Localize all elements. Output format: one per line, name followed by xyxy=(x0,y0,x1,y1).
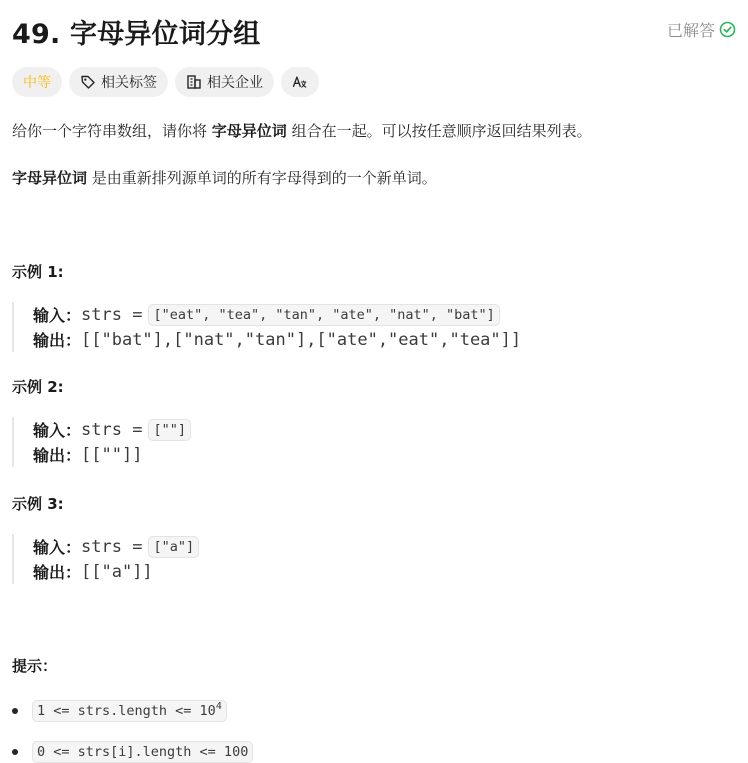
solved-status xyxy=(667,18,736,41)
output-label: 输出： xyxy=(33,446,82,465)
constraint-item xyxy=(12,700,227,722)
solved-label: 已解答 xyxy=(666,21,715,40)
page-title: 49. 字母异位词分组 xyxy=(12,19,261,50)
desc1-pre: 给你一个字符串数组，请你将 xyxy=(12,122,212,140)
example-3-input xyxy=(33,534,199,559)
output-value: [["a"]] xyxy=(81,561,153,582)
output-value: [[""]] xyxy=(81,444,143,465)
example-3-output xyxy=(33,559,199,584)
output-value: [["bat"],["nat","tan"],["ate","eat","tea"]] xyxy=(81,329,522,350)
difficulty-badge xyxy=(12,67,62,97)
desc1-post: 组合在一起。可以按任意顺序返回结果列表。 xyxy=(286,122,592,140)
constraint-item xyxy=(12,741,253,763)
example-2-input xyxy=(33,417,191,442)
example-1-heading: 示例 1: xyxy=(12,263,64,281)
bullet-dot xyxy=(12,749,18,755)
translate-icon xyxy=(292,74,308,90)
input-value: ["eat", "tea", "tan", "ate", "nat", "bat"] xyxy=(148,304,499,326)
desc1-bold: 字母异位词 xyxy=(211,122,287,140)
constraints-heading: 提示： xyxy=(12,657,58,675)
desc2-post: 是由重新排列源单词的所有字母得到的一个新单词。 xyxy=(87,169,437,187)
related-tags-label: 相关标签 xyxy=(101,75,157,91)
difficulty-label: 中等 xyxy=(23,75,51,91)
building-icon xyxy=(186,74,202,90)
input-var: strs = xyxy=(81,419,143,440)
description-paragraph-1 xyxy=(12,120,592,141)
input-value: [""] xyxy=(148,419,191,441)
example-3-block xyxy=(12,534,199,584)
tag-bar xyxy=(12,67,319,97)
constraint-code xyxy=(32,700,227,722)
input-label: 输入： xyxy=(33,421,82,440)
example-2-output xyxy=(33,442,191,467)
check-circle-icon xyxy=(719,21,736,38)
input-var: strs = xyxy=(81,536,143,557)
example-2-block xyxy=(12,417,191,467)
constraint-text: 0 <= strs[i].length <= 100 xyxy=(37,744,249,760)
constraint-text: 1 <= strs.length <= 10 xyxy=(37,703,216,719)
example-3-heading: 示例 3: xyxy=(12,495,64,513)
related-companies-button[interactable] xyxy=(175,67,274,97)
input-label: 输入： xyxy=(33,306,82,325)
example-1-output xyxy=(33,327,521,352)
desc2-bold: 字母异位词 xyxy=(12,169,88,187)
tag-icon xyxy=(80,74,96,90)
translate-button[interactable] xyxy=(281,67,319,97)
constraint-code xyxy=(32,741,253,763)
output-label: 输出： xyxy=(33,563,82,582)
constraint-sup: 4 xyxy=(215,701,222,712)
description-paragraph-2 xyxy=(12,167,437,188)
title-row xyxy=(12,10,736,50)
input-label: 输入： xyxy=(33,538,82,557)
related-companies-label: 相关企业 xyxy=(207,75,263,91)
input-value: ["a"] xyxy=(148,536,199,558)
bullet-dot xyxy=(12,708,18,714)
example-1-block xyxy=(12,302,521,352)
related-tags-button[interactable] xyxy=(69,67,168,97)
input-var: strs = xyxy=(81,304,143,325)
output-label: 输出： xyxy=(33,331,82,350)
example-1-input xyxy=(33,302,521,327)
example-2-heading: 示例 2: xyxy=(12,378,64,396)
